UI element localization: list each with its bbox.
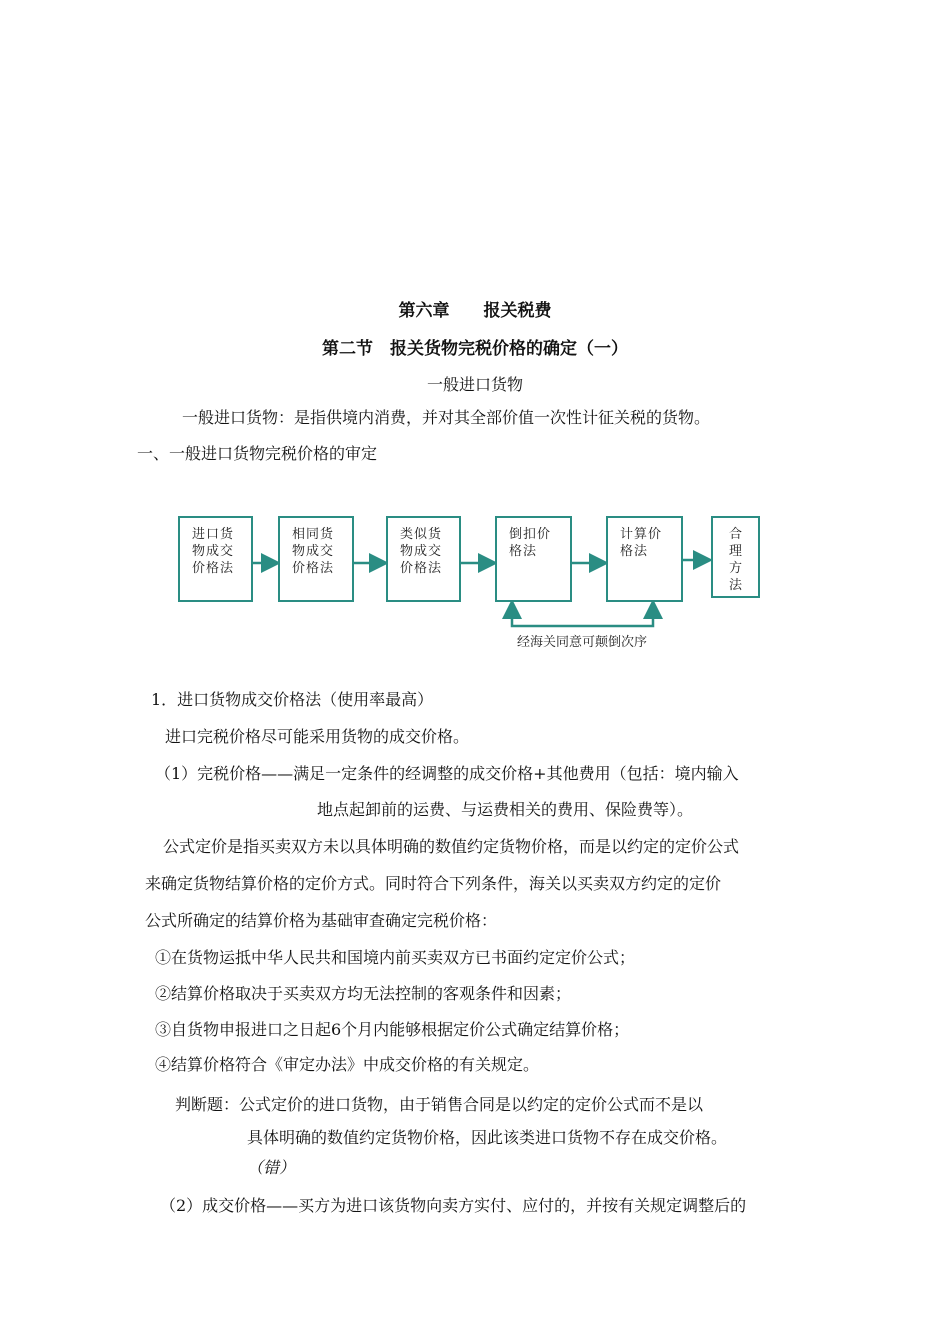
section-title: 第二节 报关货物完税价格的确定（一）	[322, 339, 628, 359]
condition-3: ③自货物申报进口之日起6个月内能够根据定价公式确定结算价格；	[155, 1020, 630, 1039]
condition-4: ④结算价格符合《审定办法》中成交价格的有关规定。	[155, 1055, 540, 1074]
flow-box-transaction-value: 进口货物成交价格法	[178, 516, 253, 602]
item1-p1-line2: 地点起卸前的运费、与运费相关的费用、保险费等）。	[317, 800, 694, 819]
formula-line3: 公式所确定的结算价格为基础审查确定完税价格：	[145, 911, 498, 930]
swap-bracket	[512, 610, 653, 626]
item1-line1: 进口完税价格尽可能采用货物的成交价格。	[165, 727, 470, 746]
item1-p1-line1: （1）完税价格——满足一定条件的经调整的成交价格+其他费用（包括：境内输入	[155, 764, 739, 783]
chapter-title: 第六章 报关税费	[398, 301, 552, 321]
formula-line2: 来确定货物结算价格的定价方式。同时符合下列条件，海关以买卖双方约定的定价	[145, 874, 722, 893]
item1-title: 1．进口货物成交价格法（使用率最高）	[151, 690, 434, 709]
flow-box-deductive-value: 倒扣价格法	[495, 516, 572, 602]
flow-note: 经海关同意可颠倒次序	[517, 635, 648, 650]
formula-line1: 公式定价是指买卖双方未以具体明确的数值约定货物价格，而是以约定的定价公式	[163, 837, 740, 856]
judge-line1: 判断题：公式定价的进口货物，由于销售合同是以约定的定价公式而不是以	[175, 1095, 704, 1114]
item1-p2-line1: （2）成交价格——买方为进口该货物向卖方实付、应付的，并按有关规定调整后的	[160, 1196, 747, 1215]
judge-line2: 具体明确的数值约定货物价格，因此该类进口货物不存在成交价格。	[247, 1128, 728, 1147]
judge-answer: （错）	[247, 1158, 296, 1177]
flow-box-computed-value: 计算价格法	[606, 516, 683, 602]
part1-heading: 一、一般进口货物完税价格的审定	[137, 444, 378, 463]
flow-box-similar-goods: 类似货物成交价格法	[386, 516, 461, 602]
flow-box-identical-goods: 相同货物成交价格法	[278, 516, 354, 602]
condition-1: ①在货物运抵中华人民共和国境内前买卖双方已书面约定定价公式；	[155, 948, 636, 967]
subtitle: 一般进口货物	[426, 375, 523, 394]
condition-2: ②结算价格取决于买卖双方均无法控制的客观条件和因素；	[155, 984, 572, 1003]
intro-paragraph: 一般进口货物：是指供境内消费，并对其全部价值一次性计征关税的货物。	[182, 408, 711, 427]
flow-box-reasonable-means: 合理方法	[711, 516, 760, 598]
